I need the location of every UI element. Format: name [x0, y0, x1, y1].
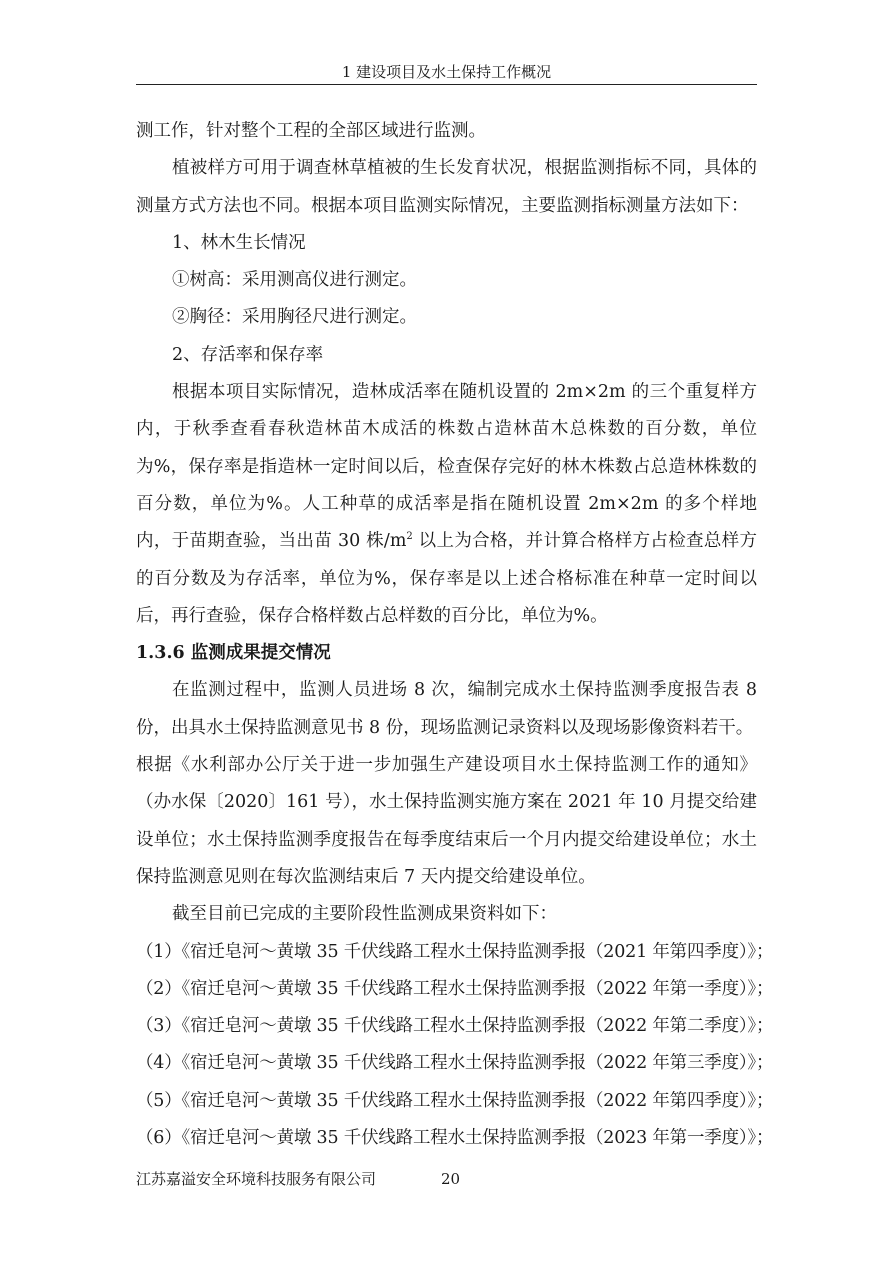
survival-text-part2: 以上为合格，并计算合格样方占检查总样方的百分数及为存活率，单位为%，保存率是以上述合格标准在种草一定时间以后，再行查验，保存合格样数占总样数的百分比，单位为%。 — [136, 531, 758, 626]
item-tree-height: ①树高：采用测高仪进行测定。 — [172, 270, 417, 291]
paragraph-vegetation-plot: 植被样方可用于调查林草植被的生长发育状况，根据监测指标不同，具体的测量方式方法也不同。根据本项目监测实际情况，主要监测指标测量方法如下： — [136, 158, 757, 216]
superscript-2: 2 — [406, 531, 413, 543]
item-survival-rate: 2、存活率和保存率 — [172, 344, 324, 365]
paragraph-submission-rules: 根据《水利部办公厅关于进一步加强生产建设项目水土保持监测工作的通知》（办水保〔2020〕161 号），水土保持监测实施方案在 2021 年 10 月提交给建设单位；水土保持监测季度报告在每季度结束后一个月内提交给建设单位；水土保持监测意见则在每次监测结束后 7 天内提交给建设单位。 — [136, 755, 757, 887]
list-item: （2）《宿迁皂河～黄墩 35 千伏线路工程水土保持监测季报（2022 年第一季度）》； — [136, 978, 774, 999]
paragraph-monitoring-process: 在监测过程中，监测人员进场 8 次，编制完成水土保持监测季度报告表 8 份，出具水土保持监测意见书 8 份，现场监测记录资料以及现场影像资料若干。 — [136, 680, 757, 738]
item-tree-growth: 1、林木生长情况 — [172, 232, 306, 253]
header-divider — [136, 84, 757, 85]
page-body — [136, 113, 774, 1157]
survival-text-part1: 根据本项目实际情况，造林成活率在随机设置的 2m×2m 的三个重复样方内，于秋季查看春秋造林苗木成活的株数占造林苗木总株数的百分数，单位为%，保存率是指造林一定时间以后，检查保存完好的林木株数占总造林株数的百分数，单位为%。人工种草的成活率是指在随机设置 2m×2m 的多个样地内，于苗期查验，当出苗 30 株/m — [136, 382, 757, 552]
page-number: 20 — [441, 1170, 461, 1188]
footer-company: 江苏嘉溢安全环境科技服务有限公司 — [136, 1170, 377, 1188]
list-item: （6）《宿迁皂河～黄墩 35 千伏线路工程水土保持监测季报（2023 年第一季度）》； — [136, 1128, 774, 1149]
list-item: （4）《宿迁皂河～黄墩 35 千伏线路工程水土保持监测季报（2022 年第三季度）》； — [136, 1053, 774, 1074]
paragraph-completed-results: 截至目前已完成的主要阶段性监测成果资料如下： — [172, 904, 557, 925]
section-heading-1-3-6: 1.3.6 监测成果提交情况 — [136, 643, 331, 664]
list-item: （1）《宿迁皂河～黄墩 35 千伏线路工程水土保持监测季报（2021 年第四季度）》； — [136, 941, 774, 962]
paragraph-continuation: 测工作，针对整个工程的全部区域进行监测。 — [136, 121, 486, 141]
list-item: （3）《宿迁皂河～黄墩 35 千伏线路工程水土保持监测季报（2022 年第二季度）》； — [136, 1016, 774, 1037]
list-item: （5）《宿迁皂河～黄墩 35 千伏线路工程水土保持监测季报（2022 年第四季度）》； — [136, 1090, 774, 1111]
page-header: 1 建设项目及水土保持工作概况 — [341, 63, 552, 81]
paragraph-survival-method — [136, 374, 757, 635]
item-dbh: ②胸径：采用胸径尺进行测定。 — [172, 307, 417, 328]
